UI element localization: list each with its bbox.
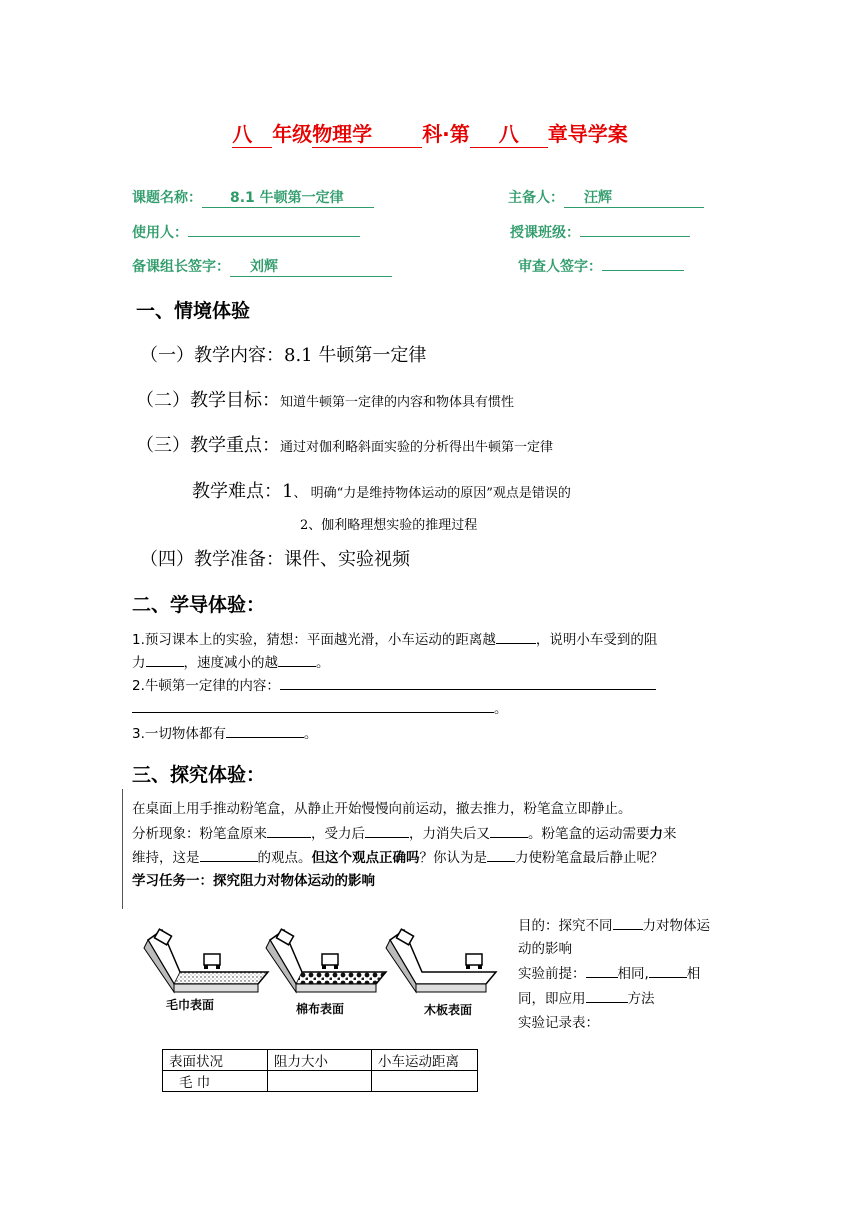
grade-value: 八 bbox=[232, 118, 272, 148]
cotton-label: 棉布表面 bbox=[296, 1002, 345, 1016]
side-blank3[interactable] bbox=[649, 965, 687, 978]
task-heading: 学习任务一：探究阻力对物体运动的影响 bbox=[132, 873, 375, 889]
side-line3 bbox=[518, 962, 700, 982]
goal-label: （二）教学目标： bbox=[136, 390, 280, 411]
class-blank bbox=[580, 222, 690, 237]
table-header-cell: 表面状况 bbox=[163, 1050, 268, 1071]
p2-text-d: 。粉笔盒的运动需要 bbox=[528, 826, 650, 842]
q1-text-b: ，说明小车受到的阻 bbox=[535, 632, 658, 648]
cotton-setup bbox=[266, 929, 386, 992]
table-row bbox=[163, 1071, 478, 1092]
q2-line1 bbox=[132, 674, 656, 694]
subject-value: 物理学 bbox=[312, 118, 422, 148]
q3-text: 3.一切物体都有 bbox=[132, 726, 226, 742]
side-line2: 动的影响 bbox=[518, 941, 572, 957]
side-text-3c: 相 bbox=[686, 966, 701, 982]
p3-blank1[interactable] bbox=[200, 849, 258, 862]
table-header-row bbox=[163, 1050, 478, 1071]
towel-label: 毛巾表面 bbox=[166, 998, 215, 1012]
p2-text-c: ，力消失后又 bbox=[409, 826, 490, 842]
prep-line: （四）教学准备：课件、实验视频 bbox=[140, 549, 410, 570]
p3-text-c: ？你认为是 bbox=[419, 850, 487, 866]
table-cell: 毛 巾 bbox=[163, 1071, 268, 1092]
leader-value: 刘辉 bbox=[230, 256, 392, 277]
p2-force: 力 bbox=[649, 826, 663, 842]
section1-heading: 一、情境体验 bbox=[136, 300, 251, 322]
side-line5: 实验记录表： bbox=[518, 1015, 599, 1031]
difficulty-1: 、 明确“力是维持物体运动的原因”观点是错误的 bbox=[293, 486, 571, 501]
towel-setup bbox=[144, 929, 268, 992]
class-label: 授课班级： bbox=[510, 225, 580, 241]
preparer-value: 汪辉 bbox=[564, 187, 704, 208]
q1-text-d: ，速度减小的越 bbox=[183, 655, 278, 671]
side-text-4b: 方法 bbox=[627, 991, 655, 1007]
p2-text-e: 来 bbox=[663, 826, 677, 842]
side-blank1[interactable] bbox=[613, 917, 643, 930]
side-text-1a: 目的：探究不同 bbox=[518, 918, 613, 934]
user-label: 使用人： bbox=[132, 225, 188, 241]
p2-text-b: ，受力后 bbox=[311, 826, 365, 842]
goal-value: 知道牛顿第一定律的内容和物体具有惯性 bbox=[280, 395, 515, 410]
p3-text-d: 力使粉笔盒最后静止呢？ bbox=[515, 850, 664, 866]
subject-suffix: 科·第 bbox=[422, 122, 470, 146]
topic-value: 8.1 牛顿第一定律 bbox=[202, 187, 374, 208]
difficulty-num: 1 bbox=[282, 481, 294, 502]
topic-label: 课题名称： bbox=[132, 190, 202, 206]
q3-blank[interactable] bbox=[226, 725, 304, 738]
section2-heading: 二、学导体验： bbox=[132, 594, 266, 616]
difficulty-label: 教学难点： bbox=[192, 481, 282, 502]
side-text-3a: 实验前提： bbox=[518, 966, 586, 982]
difficulty-2: 2、伽利略理想实验的推理过程 bbox=[300, 518, 478, 533]
goal-line bbox=[136, 386, 514, 412]
leader-label: 备课组长签字： bbox=[132, 259, 230, 275]
p2 bbox=[132, 822, 677, 842]
p3 bbox=[132, 846, 664, 866]
chapter-suffix: 章导学案 bbox=[547, 122, 628, 146]
p3-blank2[interactable] bbox=[487, 849, 515, 862]
q2-blank2[interactable] bbox=[132, 700, 494, 713]
side-blank4[interactable] bbox=[586, 990, 628, 1003]
grade-suffix: 年级 bbox=[272, 122, 313, 146]
p3-text-a: 维持，这是 bbox=[132, 850, 200, 866]
content-line bbox=[140, 341, 426, 367]
q3-line bbox=[132, 722, 317, 742]
q1-blank1[interactable] bbox=[496, 631, 536, 644]
reviewer-blank bbox=[602, 256, 684, 271]
side-line1 bbox=[518, 914, 710, 934]
user-blank bbox=[188, 222, 360, 237]
q1-line2 bbox=[132, 651, 330, 671]
topic-row bbox=[132, 187, 374, 208]
q1-line1 bbox=[132, 628, 657, 648]
side-text-1b: 力对物体运 bbox=[642, 918, 710, 934]
key-value: 通过对伽利略斜面实验的分析得出牛顿第一定律 bbox=[280, 440, 554, 455]
table-cell-empty[interactable] bbox=[268, 1071, 372, 1092]
wood-setup bbox=[386, 929, 496, 992]
page-title bbox=[0, 118, 860, 148]
q1-text-c: 力 bbox=[132, 655, 146, 671]
record-table bbox=[162, 1049, 478, 1092]
q2-text: 2.牛顿第一定律的内容： bbox=[132, 678, 280, 694]
content-value: 8.1 牛顿第一定律 bbox=[284, 345, 427, 366]
p1: 在桌面上用手推动粉笔盒，从静止开始慢慢向前运动，撤去推力，粉笔盒立即静止。 bbox=[132, 801, 632, 817]
content-label: （一）教学内容： bbox=[140, 345, 284, 366]
side-text-3b: 相同, bbox=[617, 966, 649, 982]
section3-heading: 三、探究体验： bbox=[132, 764, 266, 786]
class-row bbox=[510, 222, 690, 242]
preparer-row bbox=[508, 187, 704, 208]
q1-blank3[interactable] bbox=[278, 654, 316, 667]
p3-text-b: 的观点。 bbox=[257, 850, 312, 866]
reviewer-label: 审查人签字： bbox=[518, 259, 602, 275]
difficulty-line bbox=[192, 477, 571, 503]
q3-end: 。 bbox=[303, 726, 318, 742]
margin-bar bbox=[122, 789, 123, 909]
key-label: （三）教学重点： bbox=[136, 435, 280, 456]
leader-row bbox=[132, 256, 392, 277]
side-blank2[interactable] bbox=[586, 965, 618, 978]
p2-blank3[interactable] bbox=[490, 825, 528, 838]
q2-end: 。 bbox=[494, 701, 508, 717]
preparer-label: 主备人： bbox=[508, 190, 564, 206]
p2-text-a: 分析现象：粉笔盒原来 bbox=[132, 826, 267, 842]
side-line4 bbox=[518, 987, 655, 1007]
wood-label: 木板表面 bbox=[424, 1003, 473, 1017]
q1-text-a: 1.预习课本上的实验，猜想：平面越光滑，小车运动的距离越 bbox=[132, 632, 496, 648]
p3-bold: 但这个观点正确吗 bbox=[311, 850, 420, 866]
q2-blank1[interactable] bbox=[280, 677, 656, 690]
q1-text-e: 。 bbox=[316, 655, 330, 671]
reviewer-row bbox=[518, 256, 684, 276]
q2-line2 bbox=[132, 697, 508, 717]
p2-blank2[interactable] bbox=[365, 825, 409, 838]
user-row bbox=[132, 222, 360, 242]
side-text-4a: 同，即应用 bbox=[518, 991, 586, 1007]
table-header-cell: 小车运动距离 bbox=[372, 1050, 478, 1071]
table-header-cell: 阻力大小 bbox=[268, 1050, 372, 1071]
table-cell-empty[interactable] bbox=[372, 1071, 478, 1092]
chapter-value: 八 bbox=[470, 118, 548, 148]
p2-blank1[interactable] bbox=[267, 825, 311, 838]
q1-blank2[interactable] bbox=[146, 654, 184, 667]
key-line bbox=[136, 431, 553, 457]
